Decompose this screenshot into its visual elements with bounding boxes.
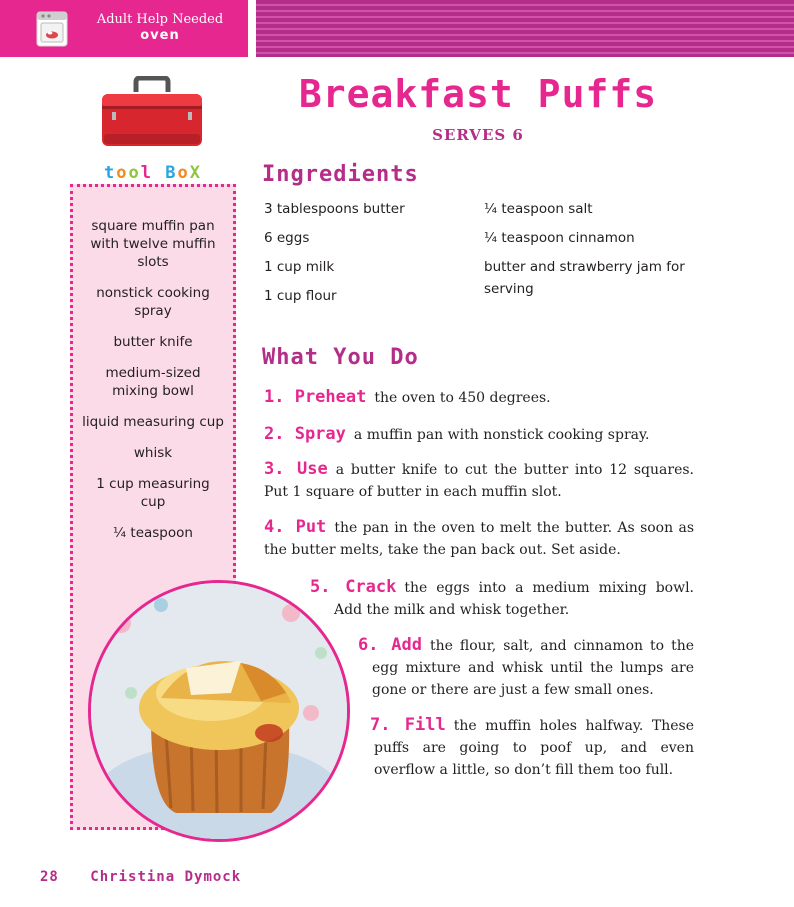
recipe-title: Breakfast Puffs xyxy=(298,72,658,116)
banner-text xyxy=(80,12,240,44)
step-keyword: 5. Crack xyxy=(310,577,397,597)
ingredients-column-1 xyxy=(264,198,474,314)
toolbox-heading-letter: B xyxy=(165,163,178,183)
step-text: a butter knife to cut the butter into 12 squares. Put 1 square of butter in each muffin slot. xyxy=(264,462,694,500)
toolbox-item: ¼ teaspoon xyxy=(113,525,193,541)
step-keyword: 3. Use xyxy=(264,459,328,479)
toolbox-heading-letter: l xyxy=(140,163,153,183)
ingredient-item: ¼ teaspoon cinnamon xyxy=(484,230,635,246)
toolbox-heading-letter: o xyxy=(177,163,190,183)
step-keyword: 2. Spray xyxy=(264,424,346,444)
step-4 xyxy=(264,516,694,561)
toolbox-heading-letter xyxy=(153,163,165,183)
ingredient-item: ¼ teaspoon salt xyxy=(484,201,593,217)
ingredients-column-2 xyxy=(484,198,706,307)
method-heading: What You Do xyxy=(262,345,419,370)
step-3 xyxy=(264,458,694,503)
toolbox-icon xyxy=(100,76,204,148)
toolbox-item: butter knife xyxy=(113,334,193,350)
toolbox-item: nonstick cooking spray xyxy=(96,285,210,319)
banner-stripes xyxy=(256,0,794,57)
appliance-label: oven xyxy=(140,28,180,43)
step-7 xyxy=(370,714,694,781)
toolbox-heading-letter: o xyxy=(128,163,141,183)
step-keyword: 1. Preheat xyxy=(264,387,367,407)
step-text: the oven to 450 degrees. xyxy=(374,390,551,406)
step-text: the muffin holes halfway. These puffs are going to poof up, and even overflow a little, so don’t fill them too full. xyxy=(374,718,694,778)
step-1 xyxy=(264,386,704,409)
author-name: Christina Dymock xyxy=(90,869,242,885)
adult-help-label: Adult Help Needed xyxy=(96,12,224,27)
step-2 xyxy=(264,423,704,446)
toolbox-heading-letter: t xyxy=(104,163,117,183)
step-text: the flour, salt, and cinnamon to the egg mixture and whisk until the lumps are gone or there are just a few small ones. xyxy=(372,638,694,698)
toolbox-heading-letter: X xyxy=(189,163,202,183)
step-keyword: 7. Fill xyxy=(370,715,446,735)
toolbox-list xyxy=(70,217,236,555)
ingredient-item: 6 eggs xyxy=(264,230,310,246)
step-6 xyxy=(358,634,694,701)
toolbox-heading-letter: o xyxy=(116,163,129,183)
page-number: 28 xyxy=(40,869,59,885)
toolbox-item: liquid measuring cup xyxy=(82,414,224,430)
toolbox-item: whisk xyxy=(133,445,173,461)
ingredient-item: 1 cup flour xyxy=(264,288,337,304)
ingredient-item: butter and strawberry jam for serving xyxy=(484,259,685,297)
step-text: the eggs into a medium mixing bowl. Add the milk and whisk together. xyxy=(334,580,694,618)
toolbox-item: 1 cup measuring cup xyxy=(96,476,210,510)
oven-icon xyxy=(36,11,68,47)
banner-left xyxy=(0,0,248,57)
step-keyword: 6. Add xyxy=(358,635,422,655)
toolbox-item: square muffin pan with twelve muffin slots xyxy=(90,218,216,270)
ingredient-item: 3 tablespoons butter xyxy=(264,201,405,217)
step-5 xyxy=(310,576,694,621)
step-text: a muffin pan with nonstick cooking spray. xyxy=(353,427,650,443)
step-keyword: 4. Put xyxy=(264,517,327,537)
serves-label: SERVES 6 xyxy=(432,126,524,144)
footer xyxy=(40,869,241,885)
ingredient-item: 1 cup milk xyxy=(264,259,335,275)
step-text: the pan in the oven to melt the butter. As soon as the butter melts, take the pan back out. Set aside. xyxy=(264,520,694,558)
toolbox-item: medium-sized mixing bowl xyxy=(105,365,201,399)
ingredients-heading: Ingredients xyxy=(262,162,419,187)
toolbox-heading xyxy=(70,163,236,183)
